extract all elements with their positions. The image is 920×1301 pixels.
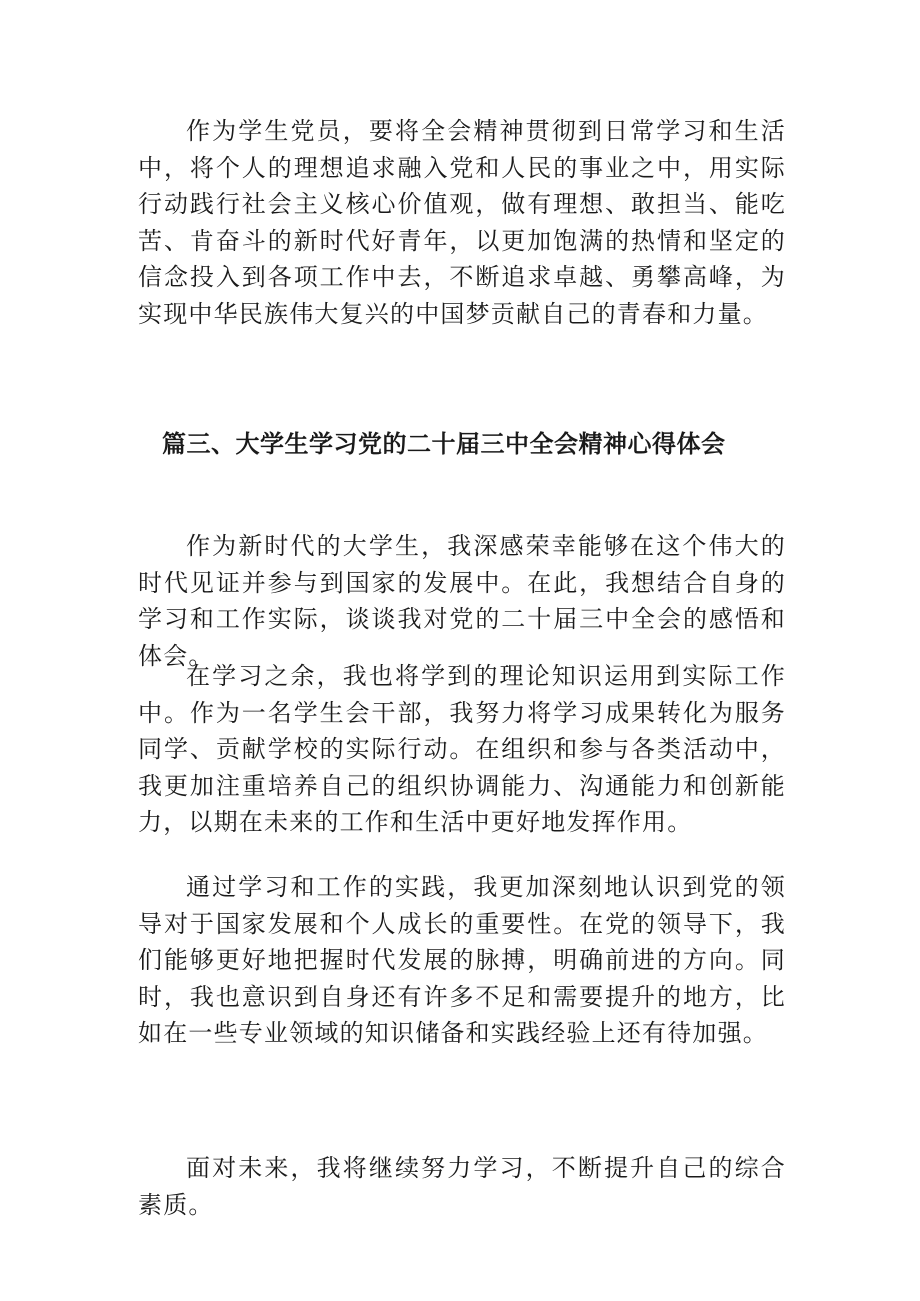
body-paragraph: 通过学习和工作的实践，我更加深刻地认识到党的领导对于国家发展和个人成长的重要性。在党的领导下，我们能够更好地把握时代发展的脉搏，明确前进的方向。同时，我也意识到自身还有许多不足和需要提升的地方，比如在一些专业领域的知识储备和实践经验上还有待加强。	[138, 873, 786, 1048]
body-paragraph: 作为学生党员，要将全会精神贯彻到日常学习和生活中，将个人的理想追求融入党和人民的事业之中，用实际行动践行社会主义核心价值观，做有理想、敢担当、能吃苦、肯奋斗的新时代好青年，以更加饱满的热情和坚定的信念投入到各项工作中去，不断追求卓越、勇攀高峰，为实现中华民族伟大复兴的中国梦贡献自己的青春和力量。	[138, 117, 786, 328]
body-paragraph: 面对未来，我将继续努力学习，不断提升自己的综合素质。	[138, 1154, 786, 1219]
section-heading: 篇三、大学生学习党的二十届三中全会精神心得体会	[162, 430, 726, 458]
body-paragraph: 在学习之余，我也将学到的理论知识运用到实际工作中。作为一名学生会干部，我努力将学习成果转化为服务同学、贡献学校的实际行动。在组织和参与各类活动中，我更加注重培养自己的组织协调能力、沟通能力和创新能力，以期在未来的工作和生活中更好地发挥作用。	[138, 662, 786, 837]
body-paragraph: 作为新时代的大学生，我深感荣幸能够在这个伟大的时代见证并参与到国家的发展中。在此，我想结合自身的学习和工作实际，谈谈我对党的二十届三中全会的感悟和体会。	[138, 532, 786, 670]
